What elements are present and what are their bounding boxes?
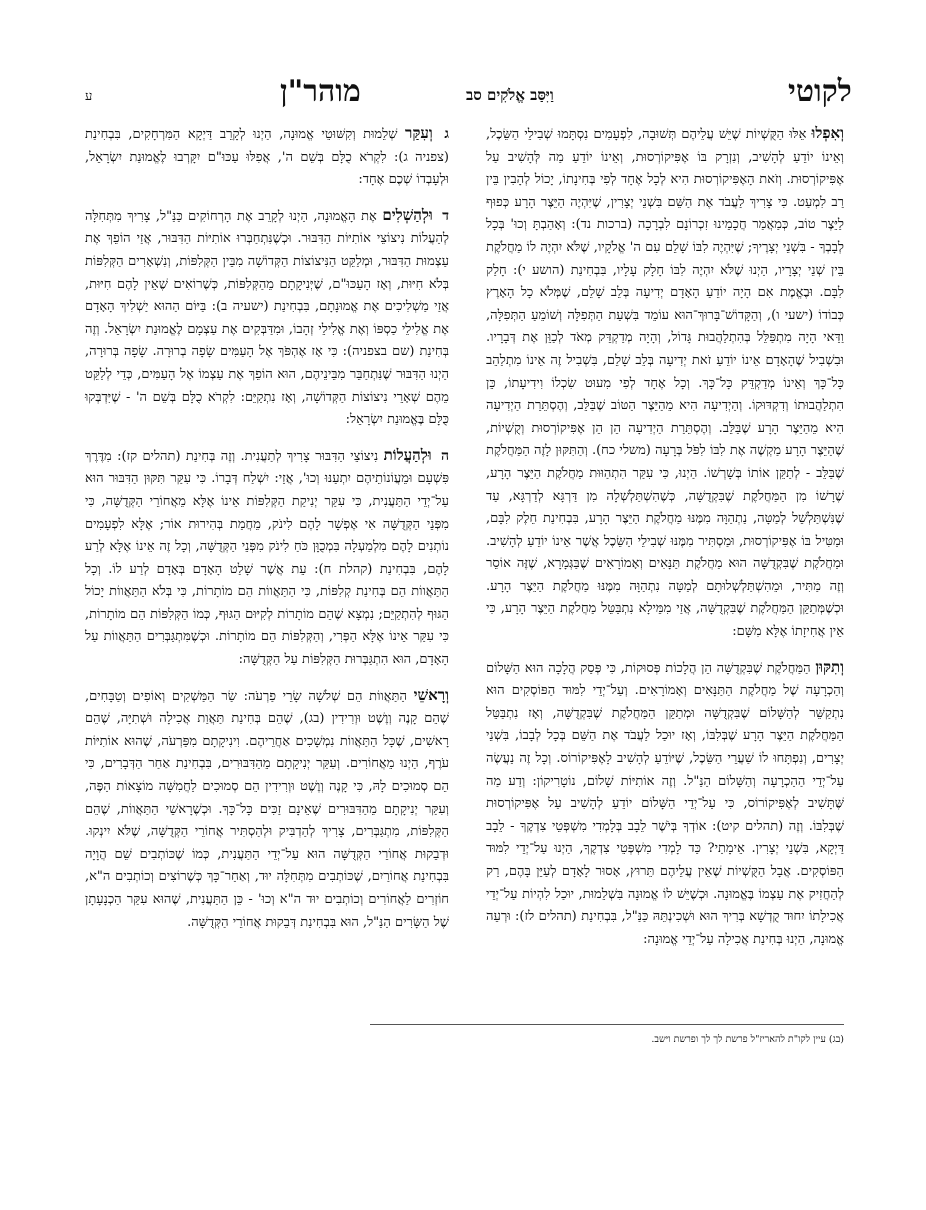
paragraph-text: נִיצוֹצֵי הַדִּבּוּר צָרִיךְ לְתַעֲנִית. וְזֶה בְּחִינַת (תהלים קז): מִדֶּרֶךְ פִּשְׁעָם וּמֵעֲוֹנוֹתֵיהֶם יִתְעַנּוּ וְכוּ', אֲזַי: יִשְׁלַח דְּבָרוֹ. כִּי עִקַּר תִּקּוּן הַדִּבּוּר הוּא עַל־יְדֵי הַתַּעֲנִית, כִּי עִקַּר יְנִיקַת הַקְּלִפּוֹת אֵינוֹ אֶלָּא מֵאֲחוֹרֵי הַקְּדֻשָּׁה, כִּי מִפְּנֵי הַקְּדֻשָּׁה אִי אֶפְשָׁר לָהֶם לִינֹק, מֵחֲמַת בְּהִירוּת אוֹר; אֶלָּא לִפְעָמִים נוֹתְנִים לָהֶם מִלְמַעְלָה בִּמְכֻוָּן כֹּחַ לִינֹק מִפְּנֵי הַקְּדֻשָּׁה, וְכָל זֶה אֵינוֹ אֶלָּא לְרַע לָהֶם, בִּבְחִינַת (קהלת ח): עֵת אֲשֶׁר שָׁלַט הָאָדָם בְּאָדָם לְרַע לוֹ. וְכָל הַתַּאֲווֹת הֵם בְּחִינַת קְלִפּוֹת, כִּי הַתַּאֲווֹת הֵם מוֹתָרוֹת, כִּי בְּלֹא הַתַּאֲווֹת יָכוֹל הַגּוּף לְהִתְקַיֵּם; נִמְצָא שֶׁהֵם מוֹתָרוֹת לְקִיּוּם הַגּוּף, כְּמוֹ הַקְּלִפּוֹת הֵם מוֹתָרוֹת, כִּי עִקַּר אֵינוֹ אֶלָּא הַפְּרִי, וְהַקְּלִפּוֹת הֵם מוֹתָרוֹת. וּכְשֶׁמִּתְגַּבְּרִים הַתַּאֲווֹת עַל הָאָדָם, הוּא הִתְגַּבְּרוּת הַקְּלִפּוֹת עַל הַקְּדֻשָּׁה:: [85, 448, 449, 668]
page-number: ע: [85, 89, 93, 104]
footnote: (בג) עיין לקו"ת להאריז"ל פרשת לך לך ופרשת וישב.: [651, 1034, 844, 1045]
paragraph-ve-tikkun: [486, 656, 844, 952]
left-column: [85, 122, 449, 946]
paragraph-text: אֶת הָאֱמוּנָה, הַיְנוּ לְקָרֵב אֶת הָרְחוֹקִים כַּנַּ"ל, צָרִיךְ מִתְּחִלָּה לְהַעֲלוֹת נִיצוֹצֵי אוֹתִיּוֹת הַדִּבּוּר. וּכְשֶׁנִּתְחַבְּרוּ אוֹתִיּוֹת הַדִּבּוּר, אֲזַי הוֹפֵךְ אֶת עַצְמוּת הַדִּבּוּר, וּמְלַקֵּט הַנִּיצוֹצוֹת הַקְּדוֹשָׁה מִבֵּין הַקְּלִפּוֹת, וְנִשְׁאָרִים הַקְּלִפּוֹת בְּלֹא חִיּוּת, וְאָז הָעַכּוּ"ם, שֶׁיְּנִיקָתָם מֵהַקְּלִפּוֹת, כְּשֶׁרוֹאִים שֶׁאֵין לָהֶם חִיּוּת, אֲזַי מַשְׁלִיכִים אֶת אֱמוּנָתָם, בִּבְחִינַת (ישעיה ב): בַּיּוֹם הַהוּא יַשְׁלִיךְ הָאָדָם אֶת אֱלִילֵי כַסְפּוֹ וְאֶת אֱלִילֵי זְהָבוֹ, וּמִדַּבְּקִים אֶת עַצְמָם לֶאֱמוּנַת יִשְׂרָאֵל. וְזֶה בְּחִינַת (שם בצפניה): כִּי אָז אֶהְפֹּךְ אֶל הָעַמִּים שָׂפָה בְרוּרָה. שָׂפָה בְּרוּרָה, הַיְנוּ הַדִּבּוּר שֶׁנִּתְחַבֵּר מִבֵּינֵיהֶם, הוּא הוֹפֵךְ אֶת עַצְמוֹ אֶל הָעַמִּים, כְּדֵי לְלַקֵּט מֵהֶם שְׁאָרֵי נִיצוֹצוֹת הַקְּדוֹשָׁה, וְאָז נִתְקַיֵּם: לִקְרֹא כֻלָּם בְּשֵׁם ה' - שֶׁיִּדְבְּקוּ כֻּלָּם בֶּאֱמוּנַת יִשְׂרָאֵל:: [85, 208, 449, 428]
paragraph-ve-iflu: [486, 122, 844, 644]
section-letter: ה: [440, 447, 449, 464]
paragraph-lead-word: וְאִפְלוּ: [811, 124, 844, 142]
paragraph-lead-word: וּלְהַעֲלוֹת: [383, 445, 432, 464]
paragraph-text: הַתַּאֲווֹת הֵם שְׁלֹשָׁה שָׂרֵי פַרְעֹה: שַׂר הַמַּשְׁקִים וְאוֹפִים וְטַבָּחִים, שֶׁהֵם קָנֶה וְוֶשֶׁט וּוְרִידִין (בג), שֶׁהֵם בְּחִינַת תַּאֲוַת אֲכִילָה וּשְׁתִיָּה, שֶׁהֵם רָאשִׁים, שֶׁכָּל הַתַּאֲווֹת נִמְשָׁכִים אַחֲרֵיהֶם. וִינִיקָתָם מִפַּרְעֹה, שֶׁהוּא אוֹתִיּוֹת עֹרֶף, הַיְנוּ מֵאֲחוֹרִים. וְעִקַּר יְנִיקָתָם מֵהַדִּבּוּרִים, בִּבְחִינַת אַחַר הַדְּבָרִים, כִּי הֵם סְמוּכִים לָהּ, כִּי קָנֶה וְוֶשֶׁט וּוְרִידִין הֵם סְמוּכִים לַחֲמִשָּׁה מוֹצָאוֹת הַפֶּה, וְעִקַּר יְנִיקָתָם מֵהַדִּבּוּרִים שֶׁאֵינָם זַכִּים כָּל־כָּךְ. וּכְשֶׁרָאשֵׁי הַתַּאֲווֹת, שֶׁהֵם הַקְּלִפּוֹת, מִתְגַּבְּרִים, צָרִיךְ לְהַדְבִּיק וּלְהַסְתִּיר אֲחוֹרֵי הַקְּדֻשָּׁה, שֶׁלֹּא יִינְקוּ. וּדְבֵקוּת אֲחוֹרֵי הַקְּדֻשָּׁה הוּא עַל־יְדֵי הַתַּעֲנִית, כְּמוֹ שֶׁכּוֹתְבִים שֵׁם הֲוָיָה בִּבְחִינַת אֲחוֹרַיִם, שֶׁכּוֹתְבִים מִתְּחִלָּה יוּד, וְאַחַר־כָּךְ כְּשֶׁרוֹצִים וְכוֹתְבִים ה"א, חוֹזְרִים לַאֲחוֹרִים וְכוֹתְבִים יוּד ה"א וְכוּ' - כֵּן הַתַּעֲנִית, שֶׁהוּא עִקַּר הַכְנָעָתָן שֶׁל הַשָּׂרִים הַנַּ"ל, הוּא בִּבְחִינַת דְּבֵקוּת אֲחוֹרֵי הַקְּדֻשָּׁה.: [85, 688, 449, 930]
paragraph-text: אֵלּוּ הַקֻּשְׁיוֹת שֶׁיֵּשׁ עֲלֵיהֶם תְּשׁוּבָה, לִפְעָמִים נִסְתָּמוּ שְׁבִילֵי הַשֵּׂכֶל, וְאֵינוֹ יוֹדֵעַ לְהָשִׁיב, וְנִזְרָק בּוֹ אֶפִּיקוֹרְסוּת, וְאֵינוֹ יוֹדֵעַ מַה לְּהָשִׁיב עַל אֶפִּיקוֹרְסוּת. וְזֹאת הָאֶפִּיקוֹרְסוּת הִיא לְכָל אֶחָד לְפִי בְּחִינָתוֹ, יָכוֹל לְהָבִין בֵּין רַב לִמְעַט. כִּי צָרִיךְ לַעֲבֹד אֶת הַשֵּׁם בִּשְׁנֵי יְצָרִין, שֶׁיִּהְיֶה הַיֵּצֶר הָרָע כְּפוּף לַיֵּצֶר טוֹב, כְּמַאֲמַר חֲכָמֵינוּ זִכְרוֹנָם לִבְרָכָה (ברכות נד): וְאָהַבְתָּ וְכוּ' בְּכָל לְבָבְךָ - בִּשְׁנֵי יְצָרֶיךָ; שֶׁיִּהְיֶה לִבּוֹ שָׁלֵם עִם ה' אֱלֹקָיו, שֶׁלֹּא יִהְיֶה לוֹ מַחֲלֹקֶת בֵּין שְׁנֵי יְצָרָיו, הַיְנוּ שֶׁלֹּא יִהְיֶה לִבּוֹ חָלָק עָלָיו, בִּבְחִינַת (הושע י): חָלַק לִבָּם. וּבֶאֱמֶת אִם הָיָה יוֹדֵעַ הָאָדָם יְדִיעָה בְּלֵב שָׁלֵם, שֶׁמְּלֹא כָל הָאָרֶץ כְּבוֹדוֹ (ישעי ו), וְהַקָּדוֹשׁ־בָּרוּךְ־הוּא עוֹמֵד בִּשְׁעַת הַתְּפִלָּה וְשׁוֹמֵעַ הַתְּפִלָּה, וַדַּאי הָיָה מִתְפַּלֵּל בְּהִתְלַהֲבוּת גָּדוֹל, וְהָיָה מְדַקְדֵּק מְאֹד לְכַוֵּן אֶת דְּבָרָיו. וּבִשְׁבִיל שֶׁהָאָדָם אֵינוֹ יוֹדֵעַ זֹאת יְדִיעָה בְּלֵב שָׁלֵם, בִּשְׁבִיל זֶה אֵינוֹ מִתְלַהֵב כָּל־כָּךְ וְאֵינוֹ מְדַקְדֵּק כָּל־כָּךְ. וְכָל אֶחָד לְפִי מִעוּט שִׂכְלוֹ וִידִיעָתוֹ, כֵּן הִתְלַהֲבוּתוֹ וְדִקְדּוּקוֹ. וְהַיְדִיעָה הִיא מֵהַיֵּצֶר הַטּוֹב שֶׁבַּלֵּב, וְהֶסְתֵּרַת הַיְדִיעָה הִיא מֵהַיֵּצֶר הָרָע שֶׁבַּלֵּב. וְהֶסְתֵּרַת הַיְדִיעָה הֵן הֵן אֶפִּיקוֹרְסוּת וְקֻשְׁיוֹת, שֶׁהַיֵּצֶר הָרָע מַקְשֶׁה אֶת לִבּוֹ לִפֹּל בְּרָעָה (משלי כח). וְהַתִּקּוּן לָזֶה הַמַּחֲלֹקֶת שֶׁבַּלֵּב - לְתַקֵּן אוֹתוֹ בְּשָׁרְשׁוֹ. הַיְנוּ, כִּי עִקַּר הִתְהַוּוּת מַחֲלֹקֶת הַיֵּצֶר הָרָע, שֶׁרָשׁוֹ מִן הַמַּחֲלֹקֶת שֶׁבִּקְדֻשָּׁה, כְּשֶׁהִשְׁתַּלְשְׁלָה מִן דַּרְגָּא לְדַרְגָּא, עַד שֶׁנִּשְׁתַּלְשֵׁל לְמַטָּה, נַתְהַוָּה מִמֶּנּוּ מַחֲלֹקֶת הַיֵּצֶר הָרָע, בִּבְחִינַת חֵלֶק לִבָּם, וּמַטִּיל בּוֹ אֶפִּיקוֹרְסוּת, וּמַסְתִּיר מִמֶּנּוּ שְׁבִילֵי הַשֵּׂכֶל אֲשֶׁר אֵינוֹ יוֹדֵעַ לְהָשִׁיב. וּמַחֲלֹקֶת שֶׁבִּקְדֻשָּׁה הוּא מַחֲלֹקֶת תַּנָּאִים וְאָמוֹרָאִים שֶׁבַּגְּמָרָא, שֶׁזֶּה אוֹסֵר וְזֶה מַתִּיר, וּמֵהִשְׁתַּלְשְׁלוּתָם לְמַטָּה נִתְהַוָּה מִמֶּנּוּ מַחֲלֹקֶת הַיֵּצֶר הָרָע. וּכְשֶׁמְּתַקֵּן הַמַּחֲלֹקֶת שֶׁבִּקְדֻשָּׁה, אֲזַי מִמֵּילָא נִתְבַּטֵּל מַחֲלֹקֶת הַיֵּצֶר הָרָע, כִּי אֵין אֲחִיזָתוֹ אֶלָּא מִשָּׁם:: [486, 127, 844, 640]
paragraph-lead-word: וְתִקּוּן: [815, 657, 844, 676]
paragraph-text: הַמַּחֲלֹקֶת שֶׁבִּקְדֻשָּׁה הֵן הֲלָכוֹת פְּסוּקוֹת, כִּי פְּסַק הֲלָכָה הוּא הַשָּׁלוֹם וְהַכְרָעָה שֶׁל מַחֲלֹקֶת הַתַּנָּאִים וְאָמוֹרָאִים. וְעַל־יְדֵי לִמּוּד הַפּוֹסְקִים הוּא נִתְקַשֵּׁר לְהַשָּׁלוֹם שֶׁבִּקְדֻשָּׁה וּמְתַקֵּן הַמַּחֲלֹקֶת שֶׁבִּקְדֻשָּׁה, וְאָז נִתְבַּטֵּל הַמַּחֲלֹקֶת הַיֵּצֶר הָרָע שֶׁבְּלִבּוֹ, וְאָז יוּכַל לַעֲבֹד אֶת הַשֵּׁם בְּכָל לְבָבוֹ, בִּשְׁנֵי יְצָרִים, וְנִפְתָּחוּ לוֹ שַׁעֲרֵי הַשֵּׂכֶל, שֶׁיּוֹדֵעַ לְהָשִׁיב לָאֶפִּיקוֹרוֹס. וְכָל זֶה נַעֲשֶׂה עַל־יְדֵי הַהַכְרָעָה וְהַשָּׁלוֹם הַנַּ"ל. וְזֶה אוֹתִיּוֹת שָׁלוֹם, נוֹטָרִיקוֹן: וְדַע מַה שֶּׁתָּשִׁיב לְאֶפִּיקוֹרוֹס, כִּי עַל־יְדֵי הַשָּׁלוֹם יוֹדֵעַ לְהָשִׁיב עַל אֶפִּיקוֹרְסוּת שֶׁבְּלִבּוֹ. וְזֶה (תהלים קיט): אוֹדְךָ בְּיֹשֶׁר לֵבָב בְּלָמְדִי מִשְׁפְּטֵי צִדְקֶךָ - לֵבָב דַּיְקָא, בִּשְׁנֵי יְצָרִין. אֵימָתַי? כַּד לָמְדִי מִשְׁפְּטֵי צִדְקֶךָ, הַיְנוּ עַל־יְדֵי לִמּוּד הַפּוֹסְקִים. אֲבָל הַקֻּשְׁיוֹת שֶׁאֵין עֲלֵיהֶם תֵּרוּץ, אָסוּר לָאָדָם לְעַיֵּן בָּהֶם, רַק לְהַחֲזִיק אֶת עַצְמוֹ בֶּאֱמוּנָה. וּכְשֶׁיֵּשׁ לוֹ אֱמוּנָה בִּשְׁלֵמוּת, יוּכַל לִהְיוֹת עַל־יְדֵי אֲכִילָתוֹ יִחוּד קֻדְשָׁא בְּרִיךְ הוּא וּשְׁכִינְתֵּהּ כַּנַּ"ל, בִּבְחִינַת (תהלים לז): וּרְעֵה אֱמוּנָה, הַיְנוּ בְּחִינַת אֲכִילָה עַל־יְדֵי אֱמוּנָה:: [486, 660, 844, 947]
section-gimel: [85, 122, 449, 192]
section-he: [85, 444, 449, 672]
paragraph-lead-word: וְעִקַּר: [405, 124, 433, 142]
paragraph-lead-word: וְרָאשֵׁי: [413, 685, 450, 704]
right-column: [486, 122, 844, 963]
section-dalet: [85, 204, 449, 432]
section-letter: ג: [444, 126, 449, 142]
header-chapter: וַיִּסַּב אֱלֹקִים סב: [466, 86, 554, 104]
paragraph-ve-rashei: [85, 684, 449, 935]
header-title-right: לקוטי: [788, 74, 852, 109]
paragraph-text: שְׁלֵמוּת וְקִשּׁוּטֵי אֱמוּנָה, הַיְנוּ לְקָרֵב דַּיְקָא הַמִּרְחָקִים, בִּבְחִינַת (צפניה ג): לִקְרֹא כֻלָּם בְּשֵׁם ה', אֲפִלּוּ עַכּוּ"ם יִקָּרְבוּ לֶאֱמוּנַת יִשְׂרָאֵל, וּלְעָבְדוֹ שְׁכֶם אֶחָד:: [85, 127, 449, 188]
footnote-rule: [370, 1024, 844, 1025]
paragraph-lead-word: וּלְהַשְׁלִים: [382, 205, 433, 224]
section-letter: ד: [442, 207, 449, 224]
header-title-left: מוהר"ן: [280, 74, 361, 109]
